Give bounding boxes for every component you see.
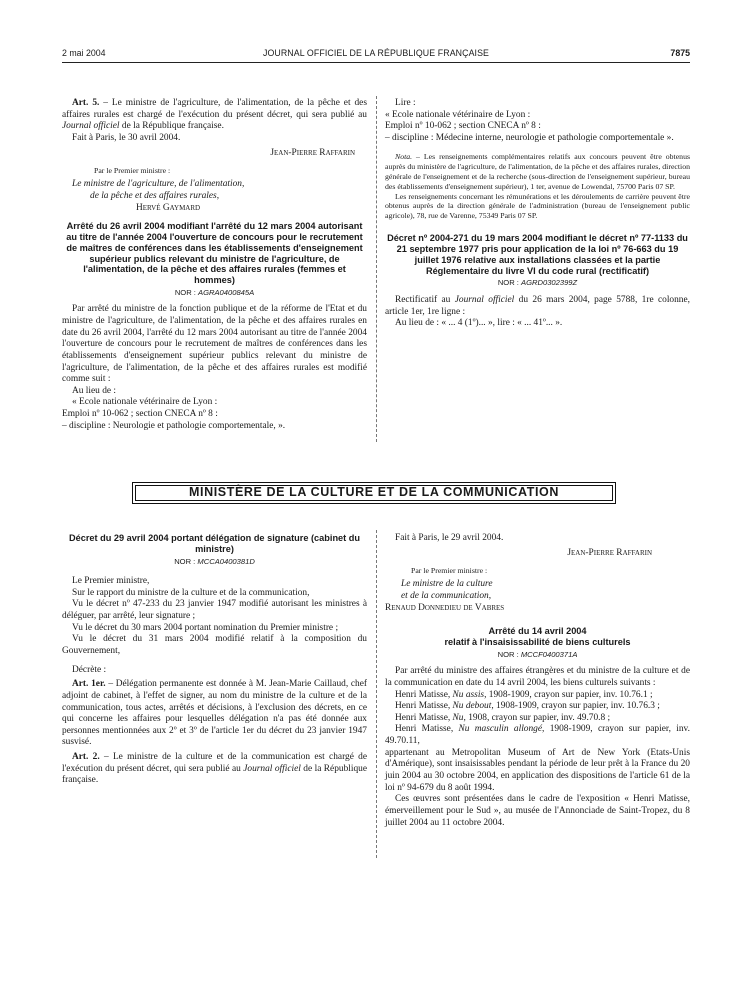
decret-title: Décret du 29 avril 2004 portant délégation de signature (cabinet du ministre) [68,533,360,554]
lire: Lire : [395,98,416,108]
quote-line-1: « Ecole nationale vétérinaire de Lyon : [72,397,218,408]
vu-1: Vu le décret nº 47-233 du 23 janvier 1947 modifié autorisant les ministres à déléguer, par arrêté, leur signature ; [62,599,367,621]
page-header [62,48,690,60]
quote-line-2: Emploi nº 10-062 ; section CNECA nº 8 : [385,121,541,132]
quote-line-1: « Ecole nationale vétérinaire de Lyon : [385,109,531,120]
work-1: Henri Matisse, Nu assis, 1908-1909, crayon sur papier, inv. 10.76.1 ; [395,689,653,700]
column-top-left [62,98,367,432]
par-premier-ministre: Par le Premier ministre : [411,566,488,576]
minister-name: Hervé Gaymard [136,202,201,213]
nota-2: Les renseignements concernant les rémunérations et les déroulements de carrière peuvent être obtenus auprès de la direction générale de l'administration (bureau de l'enseignement public agricole), 78, rue de Varenne, 75349 Paris 07 SP. [385,191,690,221]
ministry-section-title: MINISTÈRE DE LA CULTURE ET DE LA COMMUNICATION [189,485,559,500]
decret-title: Décret nº 2004-271 du 19 mars 2004 modifiant le décret nº 77-1133 du 21 septembre 1977 pris pour application de la loi nº 76-663 du 19 juillet 1976 relative aux installations classées et la partie Réglementaire du livre VI du code rural (rectificatif) [387,233,688,276]
nor-reference: NOR : MCCF0400371A [497,649,578,659]
exhibition-paragraph: Ces œuvres sont présentées dans le cadre de l'exposition « Henri Matisse, émerveillement pour le Sud », au musée de l'Annonciade de Saint-Tropez, du 8 juillet 2004 au 11 octobre 2004. [385,794,690,828]
rectificatif-correction: Au lieu de : « ... 4 (1º)... », lire : « ... 41º... ». [395,318,563,329]
column-divider-top [376,96,377,442]
article-1: Art. 1er. – Délégation permanente est donnée à M. Jean-Marie Caillaud, chef adjoint de cabinet, à l'effet de signer, au nom du ministre de la culture et de la communication, tous actes, arrêtés et décisions, à l'exclusion des décrets, en ce qui concerne les affaires pour lesquelles délégation n'a pas été donnée aux personnes mentionnées aux 2º et 3º de l'article 1er du décret du 23 janvier 1947 susvisé. [62,679,368,748]
header-rule [62,62,690,63]
signature-pm: Jean-Pierre Raffarin [270,147,355,158]
article-2: Art. 2. – Le ministre de la culture et de la communication est chargé de l'exécution du présent décret, qui sera publié au Journal officiel de la République française. [62,752,368,786]
decrete: Décrète : [72,664,107,675]
nor-reference: NOR : AGRD0302399Z [497,278,578,288]
column-bottom-right [385,533,690,829]
arrete-body: Par arrêté du ministre des affaires étrangères et du ministre de la culture et de la communication en date du 14 avril 2004, les biens culturels suivants : [385,666,690,688]
nor-reference: NOR : AGRA0400845A [174,287,255,297]
minister-line-2: de la pêche et des affaires rurales, [90,190,220,201]
header-page-number: 7875 [670,48,690,58]
fait-a-paris: Fait à Paris, le 29 avril 2004. [395,533,504,543]
rectificatif: Rectificatif au Journal officiel du 26 mars 2004, page 5788, 1re colonne, article 1er, 1re ligne : [385,294,690,317]
quote-line-3: – discipline : Neurologie et pathologie comportementale, ». [62,420,286,431]
nota: Nota. – Les renseignements complémentaires relatifs aux concours peuvent être obtenus auprès du ministère de l'agriculture, de l'alimentation, de la pêche et des affaires rurales, direction générale de l'enseignement et de la recherche (sous-direction de l'enseignement supérieur, bureau des établissements d'enseignement supérieur), 1 ter, avenue de Lowendal, 75700 Paris 07 SP. [385,151,690,191]
quote-line-2: Emploi nº 10-062 ; section CNECA nº 8 : [62,409,218,420]
minister-name: Renaud Donnedieu de Vabres [385,602,505,613]
vu-3: Vu le décret du 31 mars 2004 modifié relatif à la composition du Gouvernement, [62,634,367,656]
header-title: JOURNAL OFFICIEL DE LA RÉPUBLIQUE FRANÇAISE [262,48,490,58]
arrete-title-line-1: Arrêté du 14 avril 2004 [488,626,587,637]
arrete-title: Arrêté du 26 avril 2004 modifiant l'arrêté du 12 mars 2004 autorisant au titre de l'année 2004 l'ouverture de concours pour le recrutement de maîtres de conférences dans les établissements d'enseignement supérieur publics relevant du ministre de l'agriculture, de l'alimentation, de la pêche et des affaires rurales (femmes et hommes) [66,221,363,286]
arrete-title-line-2: relatif à l'insaisissabilité de biens culturels [444,637,631,648]
work-2: Henri Matisse, Nu debout, 1908-1909, crayon sur papier, inv. 10.76.3 ; [395,701,660,712]
owner-paragraph: appartenant au Metropolitan Museum of Art de New York (Etats-Unis d'Amérique), sont insaisissables pendant la période de leur prêt à la France du 20 juin 2004 au 30 octobre 2004, en application des dispositions de l'article 61 de la loi nº 94-679 du 8 août 1994. [385,747,690,793]
sur-le-rapport: Sur le rapport du ministre de la culture et de la communication, [72,587,310,598]
minister-line-1: Le ministre de la culture [401,579,493,590]
header-date: 2 mai 2004 [62,48,106,58]
signature-pm: Jean-Pierre Raffarin [567,547,652,558]
minister-line-1: Le ministre de l'agriculture, de l'alimentation, [72,179,245,190]
vu-2: Vu le décret du 30 mars 2004 portant nomination du Premier ministre ; [72,622,339,633]
premier-ministre: Le Premier ministre, [72,575,150,586]
par-premier-ministre: Par le Premier ministre : [94,166,171,176]
arrete-body: Par arrêté du ministre de la fonction publique et de la réforme de l'Etat et du ministre de l'agriculture, de l'alimentation, de la pêche et des affaires rurales en date du 26 avril 2004, l'arrêté du 12 mars 2004 autorisant au titre de l'année 2004 l'ouverture de concours pour le recrutement de maîtres de conférences dans les établissements d'enseignement supérieur publics relevant du ministre de l'agriculture, de l'alimentation, de la pêche et des affaires rurales est modifié comme suit : [62,304,367,385]
quote-line-3: – discipline : Médecine interne, neurologie et pathologie comportementale ». [385,132,674,143]
minister-line-2: et de la communication, [401,590,492,601]
work-3: Henri Matisse, Nu, 1908, crayon sur papier, inv. 49.70.8 ; [395,712,611,723]
column-top-right [385,98,690,330]
ministry-section-box [132,482,616,504]
work-4: Henri Matisse, Nu masculin allongé, 1908-1909, crayon sur papier, inv. 49.70.11, [385,724,690,747]
article-5: Art. 5. – Le ministre de l'agriculture, de l'alimentation, de la pêche et des affaires rurales est chargé de l'exécution du présent décret, qui sera publié au Journal officiel de la République française. [62,98,367,132]
column-divider-bottom [376,530,377,858]
fait-a-paris: Fait à Paris, le 30 avril 2004. [72,132,181,143]
au-lieu-de: Au lieu de : [72,385,117,396]
column-bottom-left [62,533,367,787]
nor-reference: NOR : MCCA0400381D [174,556,255,566]
